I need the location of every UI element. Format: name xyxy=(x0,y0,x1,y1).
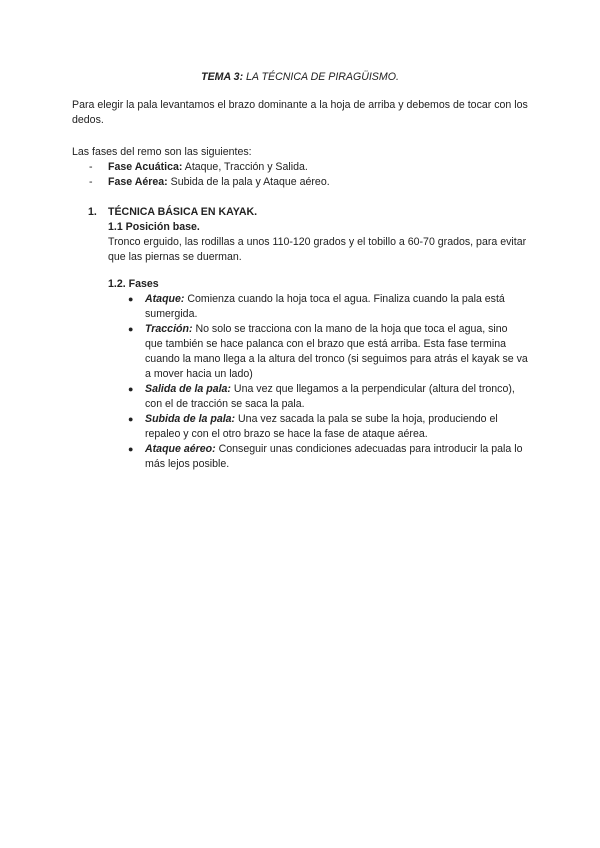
subsection-heading: 1.1 Posición base. xyxy=(108,221,200,233)
phase-text: Subida de la pala y Ataque aéreo. xyxy=(167,176,330,188)
title-prefix: TEMA 3: xyxy=(201,71,244,83)
section-title: TÉCNICA BÁSICA EN KAYAK. xyxy=(108,206,258,218)
bullet-label: Ataque aéreo: xyxy=(145,443,216,455)
bullet-item xyxy=(108,292,528,322)
bullet-marker: ● xyxy=(128,324,134,334)
bullet-marker: ● xyxy=(128,414,134,424)
bullet-text: No solo se tracciona con la mano de la hoja que toca el agua, sino que también se hace palanca con el brazo que está arriba. Esta fase termina cuando la mano llega a la altura del tronco (si seguimos para atrás el kayak se va a mover hacia un lado) xyxy=(145,323,528,380)
phase-item xyxy=(72,175,528,190)
phase-item xyxy=(72,160,528,175)
dash-marker: - xyxy=(89,176,93,188)
section-number: 1. xyxy=(88,206,97,218)
bullet-text: Conseguir unas condiciones adecuadas para introducir la pala lo más lejos posible. xyxy=(145,443,523,470)
bullet-item xyxy=(108,412,528,442)
phases-heading: Las fases del remo son las siguientes: xyxy=(72,146,252,158)
intro-paragraph: Para elegir la pala levantamos el brazo dominante a la hoja de arriba y debemos de tocar con los dedos. xyxy=(72,99,528,126)
bullet-label: Tracción: xyxy=(145,323,193,335)
title-text: LA TÉCNICA DE PIRAGÜISMO. xyxy=(243,71,399,83)
bullet-marker: ● xyxy=(128,294,134,304)
subsection-position xyxy=(108,220,528,265)
page-title xyxy=(0,70,600,85)
bullet-item xyxy=(108,382,528,412)
bullet-item xyxy=(108,322,528,382)
bullet-text: Una vez sacada la pala se sube la hoja, produciendo el repaleo y con el otro brazo se hace la fase de ataque aérea. xyxy=(145,413,498,440)
bullet-label: Salida de la pala: xyxy=(145,383,231,395)
dash-marker: - xyxy=(89,161,93,173)
bullet-marker: ● xyxy=(128,384,134,394)
bullet-item xyxy=(108,442,528,472)
phase-label: Fase Acuática: xyxy=(108,161,183,173)
subsection-text: Tronco erguido, las rodillas a unos 110-120 grados y el tobillo a 60-70 grados, para evitar que las piernas se duerman. xyxy=(108,236,527,263)
phases-bullet-list xyxy=(108,292,528,472)
subsection-heading: 1.2. Fases xyxy=(108,278,159,290)
bullet-label: Subida de la pala: xyxy=(145,413,236,425)
bullet-text: Comienza cuando la hoja toca el agua. Finaliza cuando la pala está sumergida. xyxy=(145,293,505,320)
bullet-text: Una vez que llegamos a la perpendicular (altura del tronco), con el de tracción se saca la pala. xyxy=(145,383,515,410)
phases-list xyxy=(72,160,528,190)
phase-text: Ataque, Tracción y Salida. xyxy=(182,161,308,173)
subsection-phases xyxy=(108,277,528,472)
phase-label: Fase Aérea: xyxy=(108,176,168,188)
bullet-label: Ataque: xyxy=(145,293,185,305)
bullet-marker: ● xyxy=(128,444,134,454)
